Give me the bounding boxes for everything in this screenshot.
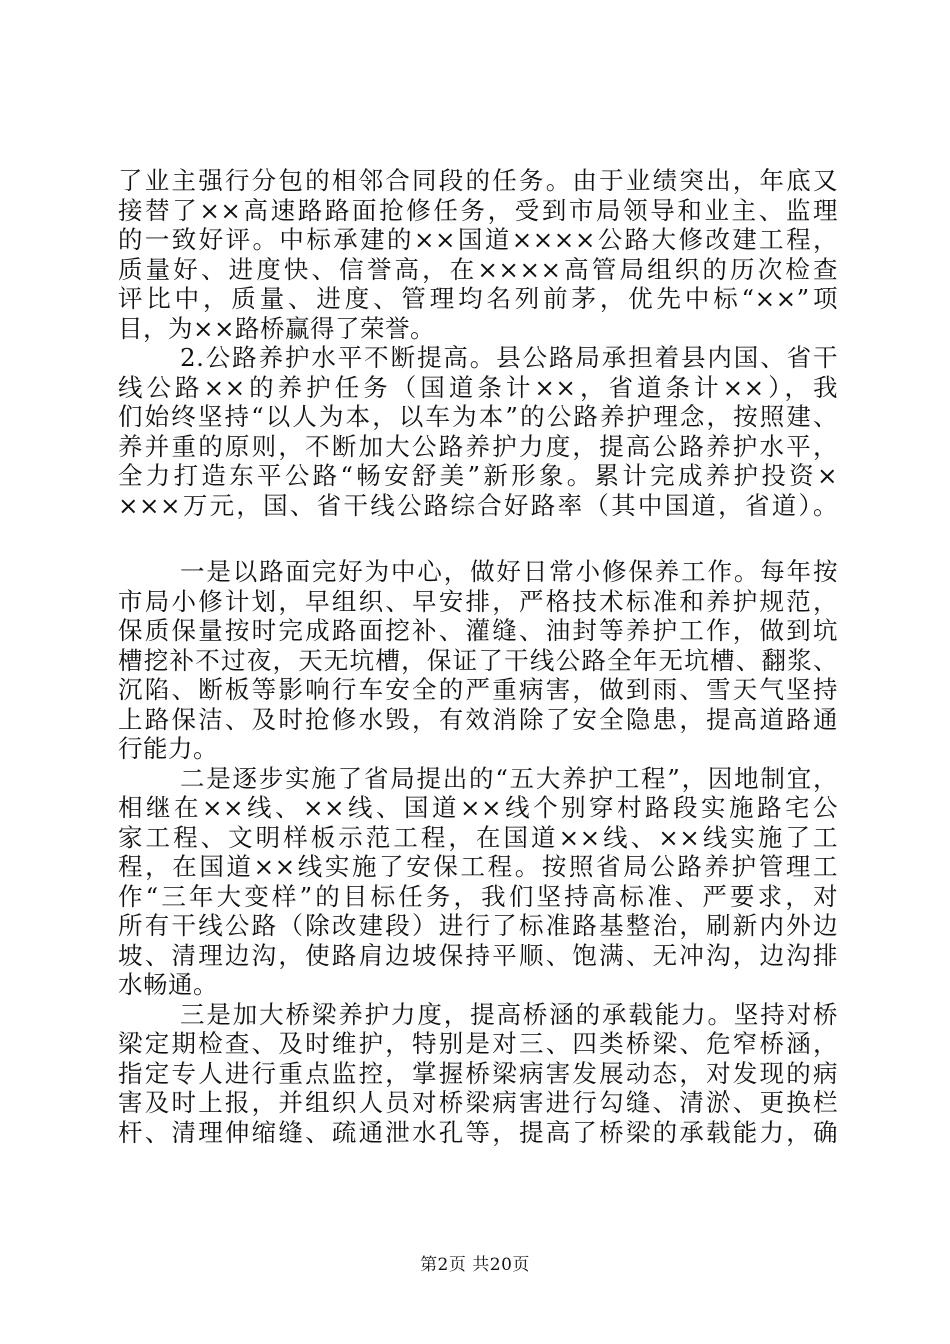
text-line: 一是以路面完好为中心，做好日常小修保养工作。每年按 xyxy=(180,557,838,586)
paragraph-2 xyxy=(118,343,838,520)
text-line: 质量好、进度快、信誉高，在××××高管局组织的历次检查 xyxy=(118,254,838,284)
text-line: 作“三年大变样”的目标任务，我们坚持高标准、严要求，对 xyxy=(118,881,838,911)
document-body xyxy=(118,166,838,1147)
text-line: 评比中，质量、进度、管理均名列前茅，优先中标“××”项 xyxy=(118,284,838,313)
text-line: 三是加大桥梁养护力度，提高桥涵的承载能力。坚持对桥 xyxy=(180,999,838,1029)
text-line: 所有干线公路（除改建段）进行了标准路基整治，刷新内外边 xyxy=(118,911,838,940)
text-line: 2.公路养护水平不断提高。县公路局承担着县内国、省干 xyxy=(180,343,838,372)
page-number-footer: 第2页 共20页 xyxy=(420,1255,530,1275)
text-line: 梁定期检查、及时维护，特别是对三、四类桥梁、危窄桥涵， xyxy=(118,1029,838,1058)
text-line: 接替了××高速路路面抢修任务，受到市局领导和业主、监理 xyxy=(118,195,838,225)
text-line: ×××万元，国、省干线公路综合好路率（其中国道，省道）。 xyxy=(118,490,838,520)
text-line: 指定专人进行重点监控，掌握桥梁病害发展动态，对发现的病 xyxy=(118,1058,838,1088)
paragraph-4 xyxy=(118,764,838,1000)
text-line: 杆、清理伸缩缝、疏通泄水孔等，提高了桥梁的承载能力，确 xyxy=(118,1117,838,1147)
text-line: 坡、清理边沟，使路肩边坡保持平顺、饱满、无冲沟，边沟排 xyxy=(118,940,838,970)
text-line: 上路保洁、及时抢修水毁，有效消除了安全隐患，提高道路通 xyxy=(118,704,838,734)
text-line: 市局小修计划，早组织、早安排，严格技术标准和养护规范， xyxy=(118,586,838,616)
text-line: 线公路××的养护任务（国道条计××，省道条计××），我 xyxy=(118,372,838,402)
text-line: 养并重的原则，不断加大公路养护力度，提高公路养护水平， xyxy=(118,431,838,461)
text-line: 保质保量按时完成路面挖补、灌缝、油封等养护工作，做到坑 xyxy=(118,616,838,645)
text-line: 二是逐步实施了省局提出的“五大养护工程”，因地制宜， xyxy=(180,763,838,793)
paragraph-3 xyxy=(118,557,838,764)
text-line: 行能力。 xyxy=(118,734,218,763)
paragraph-gap xyxy=(118,520,838,557)
text-line: 家工程、文明样板示范工程，在国道××线、××线实施了工 xyxy=(118,822,838,852)
text-line: 全力打造东平公路“畅安舒美”新形象。累计完成养护投资× xyxy=(118,461,838,490)
text-line: 了业主强行分包的相邻合同段的任务。由于业绩突出，年底又 xyxy=(118,166,838,195)
text-line: 相继在××线、××线、国道××线个别穿村路段实施路宅公 xyxy=(118,793,838,822)
text-line: 程，在国道××线实施了安保工程。按照省局公路养护管理工 xyxy=(118,852,838,881)
paragraph-5 xyxy=(118,1000,838,1148)
text-line: 害及时上报，并组织人员对桥梁病害进行勾缝、清淤、更换栏 xyxy=(118,1088,838,1117)
text-line: 沉陷、断板等影响行车安全的严重病害，做到雨、雪天气坚持 xyxy=(118,675,838,704)
text-line: 的一致好评。中标承建的××国道××××公路大修改建工程， xyxy=(118,225,838,254)
text-line: 们始终坚持“以人为本，以车为本”的公路养护理念，按照建、 xyxy=(118,402,838,431)
paragraph-1 xyxy=(118,166,838,343)
text-line: 目，为××路桥赢得了荣誉。 xyxy=(118,313,436,343)
text-line: 水畅通。 xyxy=(118,970,218,999)
text-line: 槽挖补不过夜，天无坑槽，保证了干线公路全年无坑槽、翻浆、 xyxy=(118,645,838,675)
